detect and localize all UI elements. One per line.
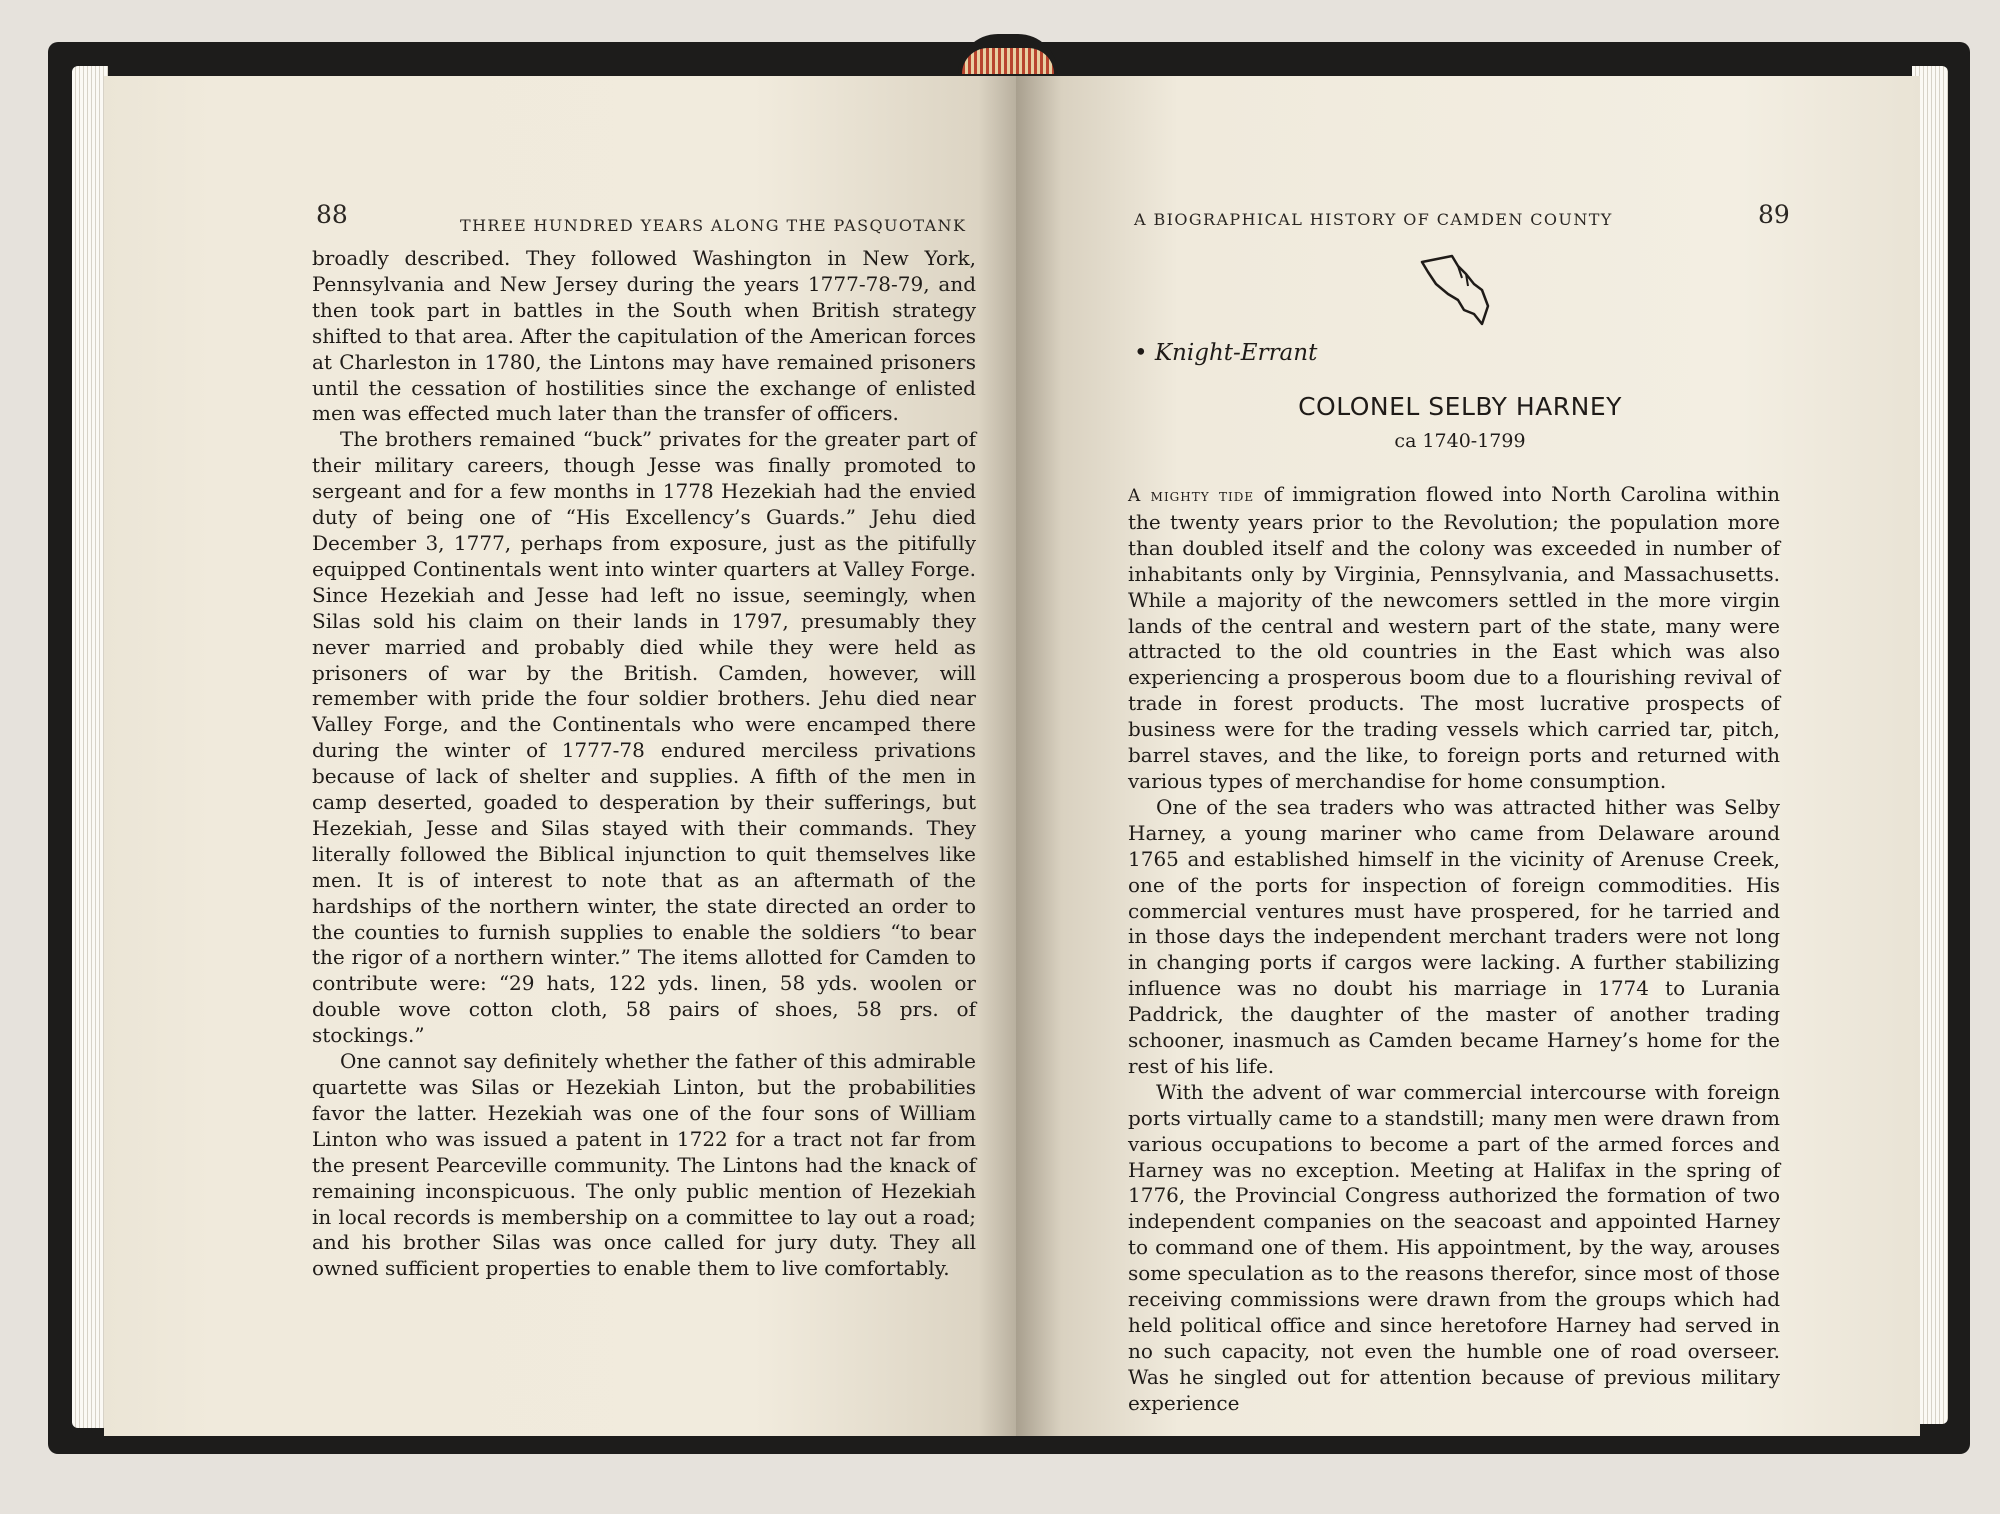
page-edges-left bbox=[72, 66, 108, 1428]
left-paragraph-2: The brothers remained “buck” privates for the greater part of their military careers, though Jesse was finally promoted to sergeant and for a few months in 1778 Hezekiah had the envied duty of being one of “His Excellency’s Guards.” Jehu died December 3, 1777, perhaps from exposure, just as the pitifully equipped Continentals went into winter quarters at Valley Forge. Since Hezekiah and Jesse had left no issue, seemingly, when Silas sold his claim on their lands in 1797, presumably they never married and probably died while they were held as prisoners of war by the British. Camden, however, will remember with pride the four soldier brothers. Jehu died near Valley Forge, and the Continentals who were encamped there during the winter of 1777-78 endured merciless privations because of lack of shelter and supplies. A fifth of the men in camp deserted, goaded to desperation by their sufferings, but Hezekiah, Jesse and Silas stayed with their commands. They literally followed the Biblical injunction to quit themselves like men. It is of interest to note that as an aftermath of the hardships of the northern winter, the state directed an order to the counties to furnish supplies to enable the soldiers “to bear the rigor of a northern winter.” The items allotted for Camden to contribute were: “29 hats, 122 yds. linen, 58 yds. woolen or double wove cotton cloth, 58 pairs of shoes, 58 prs. of stockings.” bbox=[312, 427, 976, 1048]
right-paragraph-3: With the advent of war commercial intercourse with foreign ports virtually came to a standstill; many men were drawn from various occupations to become a part of the armed forces and Harney was no exception. Meeting at Halifax in the spring of 1776, the Provincial Congress authorized the formation of two independent companies on the seacoast and appointed Harney to command one of them. His appointment, by the way, arouses some speculation as to the reasons therefor, since most of those receiving commissions were drawn from the groups which had held political office and since heretofore Harney had served in no such capacity, not even the humble one of road overseer. Was he singled out for attention because of previous military experience bbox=[1128, 1079, 1780, 1415]
left-body-text bbox=[312, 246, 976, 1282]
chapter-dates: ca 1740-1799 bbox=[1394, 430, 1526, 452]
headband bbox=[962, 48, 1054, 74]
left-paragraph-1: broadly described. They followed Washington in New York, Pennsylvania and New Jersey during the years 1777-78-79, and then took part in battles in the South when British strategy shifted to that area. After the capitulation of the American forces at Charleston in 1780, the Lintons may have remained prisoners until the cessation of hostilities since the exchange of enlisted men was effected much later than the transfer of officers. bbox=[312, 246, 976, 426]
left-running-head: THREE HUNDRED YEARS ALONG THE PASQUOTANK bbox=[460, 216, 967, 235]
right-paragraph-1 bbox=[1128, 482, 1780, 795]
section-label: • Knight-Errant bbox=[1134, 340, 1318, 366]
right-body-text bbox=[1128, 482, 1780, 1417]
right-paragraph-2: One of the sea traders who was attracted hither was Selby Harney, a young mariner who came from Delaware around 1765 and established himself in the vicinity of Arenuse Creek, one of the ports for inspection of foreign commodities. His commercial ventures must have prospered, for he tarried and in those days the independent merchant traders were not long in changing ports if cargos were lacking. A further stabilizing influence was no doubt his marriage in 1774 to Lurania Paddrick, the daughter of the master of another trading schooner, inasmuch as Camden became Harney’s home for the rest of his life. bbox=[1128, 794, 1780, 1078]
county-map-icon bbox=[1418, 254, 1492, 328]
left-paragraph-3: One cannot say definitely whether the father of this admirable quartette was Silas or Hezekiah Linton, but the probabilities favor the latter. Hezekiah was one of the four sons of William Linton who was issued a patent in 1722 for a tract not far from the present Pearceville community. The Lintons had the knack of remaining inconspicuous. The only public mention of Hezekiah in local records is membership on a committee to lay out a road; and his brother Silas was once called for jury duty. They all owned sufficient properties to enable them to live comfortably. bbox=[312, 1049, 976, 1281]
lead-words: A mighty tide bbox=[1128, 486, 1255, 506]
left-page-number: 88 bbox=[316, 200, 348, 229]
right-running-head: A BIOGRAPHICAL HISTORY OF CAMDEN COUNTY bbox=[1134, 210, 1613, 229]
chapter-title: COLONEL SELBY HARNEY bbox=[1298, 392, 1622, 421]
right-page-number: 89 bbox=[1758, 200, 1790, 229]
right-paragraph-1-text: of immigration flowed into North Carolina within the twenty years prior to the Revolution; the population more than doubled itself and the colony was exceeded in number of inhabitants only by Virginia, Pennsylvania, and Massachusetts. While a majority of the newcomers settled in the more virgin lands of the central and western part of the state, many were attracted to the old countries in the East which was also experiencing a prosperous boom due to a flourishing revival of trade in forest products. The most lucrative prospects of business were for the trading vessels which carried tar, pitch, barrel staves, and the like, to foreign ports and returned with various types of merchandise for home consumption. bbox=[1128, 482, 1780, 793]
